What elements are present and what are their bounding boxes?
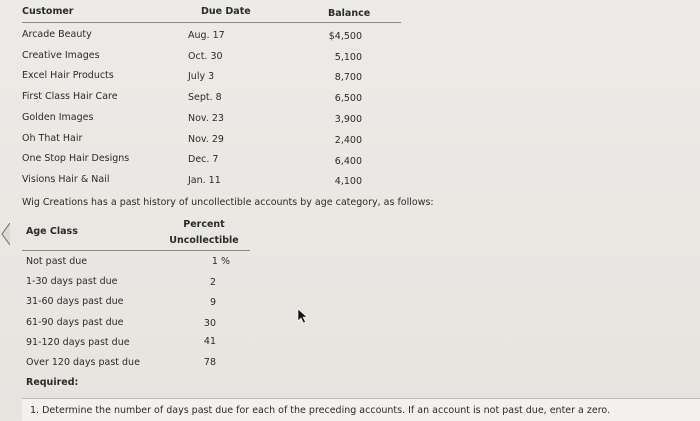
customer-name: First Class Hair Care <box>22 91 118 102</box>
balance-column-header: Balance <box>328 8 371 19</box>
age-class-column-header: Age Class <box>26 226 78 237</box>
mouse-pointer-icon <box>297 308 309 324</box>
age-class: 31-60 days past due <box>26 296 124 307</box>
age-class: 1-30 days past due <box>26 276 118 287</box>
required-label: Required: <box>26 377 79 388</box>
question-bar <box>22 398 700 421</box>
customer-name: Visions Hair & Nail <box>22 174 110 185</box>
header-rule <box>22 22 401 23</box>
balance: 8,700 <box>334 72 362 83</box>
customer-name: Creative Images <box>22 50 100 61</box>
due-date: Dec. 7 <box>188 154 219 165</box>
balance: 3,900 <box>334 114 362 125</box>
customer-name: Arcade Beauty <box>22 29 92 40</box>
intro-text: Wig Creations has a past history of uncollectible accounts by age category, as follows: <box>22 197 434 208</box>
percent-uncollectible: 30 <box>203 318 216 329</box>
due-date: Nov. 23 <box>188 113 224 124</box>
percent-uncollectible: 9 <box>209 297 216 308</box>
question-1-text: 1. Determine the number of days past due for each of the preceding accounts. If an account is not past due, enter a zero. <box>30 405 611 416</box>
due-date: Nov. 29 <box>188 134 224 145</box>
customer-column-header: Customer <box>22 6 74 17</box>
age-class: Not past due <box>26 256 88 267</box>
balance: 4,100 <box>334 176 362 187</box>
percent-column-header: Percent <box>183 219 225 230</box>
percent-uncollectible: 78 <box>203 357 216 368</box>
balance: 2,400 <box>334 135 362 146</box>
customer-name: Oh That Hair <box>22 133 83 144</box>
left-arrow-tab-icon <box>0 223 10 245</box>
age-header-rule <box>22 250 250 251</box>
customer-name: Excel Hair Products <box>22 70 114 81</box>
balance: 6,400 <box>334 156 362 167</box>
balance: $4,500 <box>328 31 362 42</box>
uncollectible-column-header: Uncollectible <box>169 235 239 246</box>
percent-uncollectible: 41 <box>203 336 216 347</box>
balance: 5,100 <box>334 52 362 63</box>
percent-uncollectible: 1 % <box>211 256 230 267</box>
balance: 6,500 <box>334 93 362 104</box>
due-date-column-header: Due Date <box>201 6 251 17</box>
due-date: Sept. 8 <box>188 92 222 103</box>
age-class: 91-120 days past due <box>26 337 130 348</box>
customer-name: One Stop Hair Designs <box>22 153 130 164</box>
age-class: Over 120 days past due <box>26 357 140 368</box>
percent-uncollectible: 2 <box>209 277 216 288</box>
due-date: Oct. 30 <box>188 51 223 62</box>
due-date: July 3 <box>188 71 215 82</box>
customer-name: Golden Images <box>22 112 94 123</box>
due-date: Aug. 17 <box>188 30 225 41</box>
due-date: Jan. 11 <box>188 175 221 186</box>
age-class: 61-90 days past due <box>26 317 124 328</box>
